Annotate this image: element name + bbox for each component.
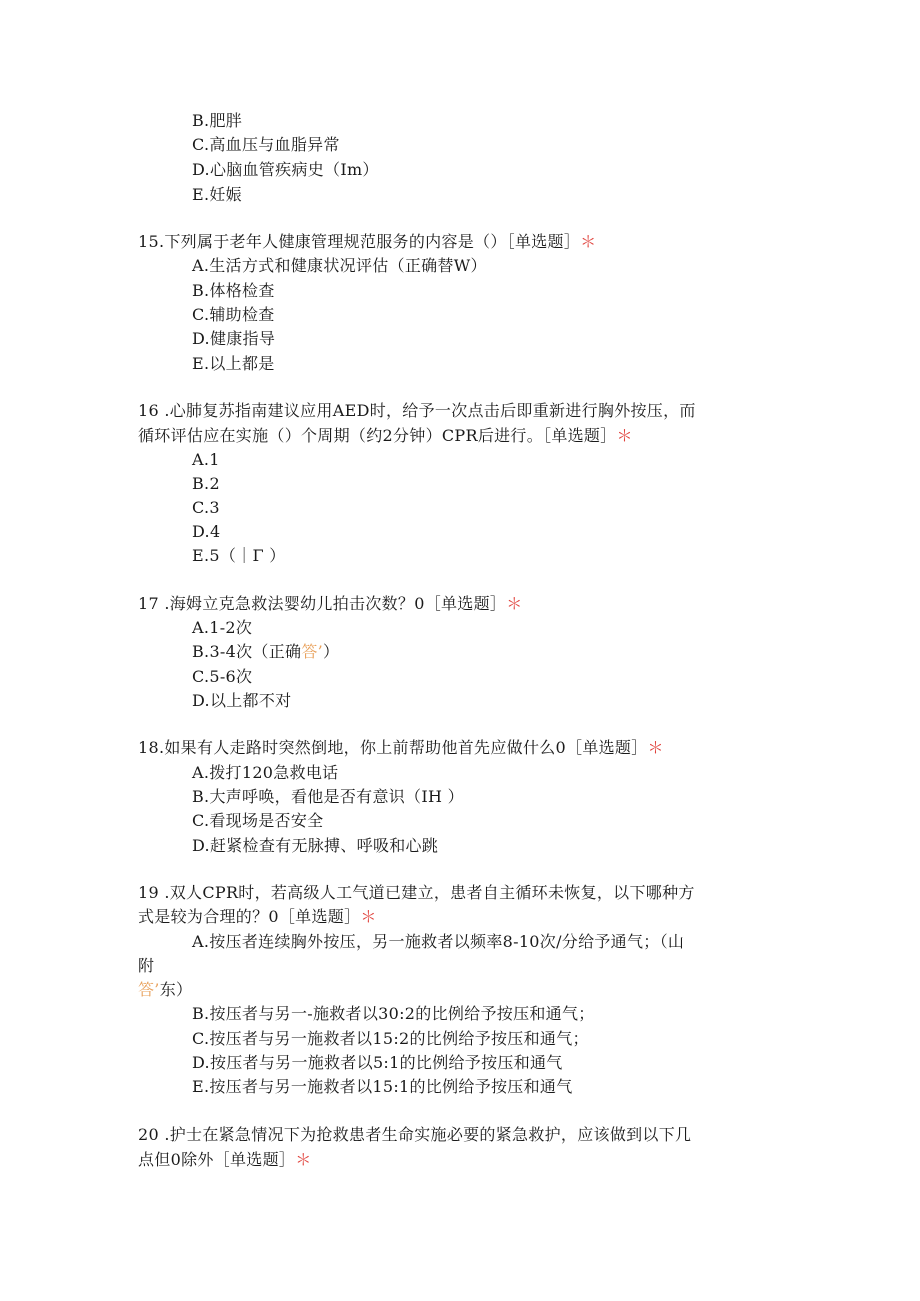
question-17-text: 17 .海姆立克急救法婴幼儿拍击次数？0［单选题］ (138, 594, 507, 613)
q19-option-a-cont2 (138, 979, 192, 1001)
q14-option-e[interactable]: E.妊娠 (192, 185, 242, 204)
q18-option-d[interactable]: D.赶紧检查有无脉搏、呼吸和心跳 (192, 836, 439, 855)
required-star: ＊ (647, 738, 664, 757)
question-20-stem-line1: 20 .护士在紧急情况下为抢救患者生命实施必要的紧急救护，应该做到以下几 (138, 1125, 692, 1144)
q15-option-b[interactable]: B.体格检查 (192, 281, 275, 300)
question-19-stem-line1: 19 .双人CPR时，若高级人工气道已建立，患者自主循环未恢复，以下哪种方 (138, 883, 695, 902)
q16-option-a[interactable]: A.1 (192, 450, 220, 469)
q15-option-d[interactable]: D.健康指导 (192, 329, 276, 348)
q17-option-a[interactable]: A.1-2次 (192, 618, 253, 637)
q19-option-b[interactable]: B.按压者与另一-施救者以30:2的比例给予按压和通气； (192, 1004, 595, 1023)
question-20-text: 点但0除外［单选题］ (138, 1150, 296, 1169)
question-19-stem-line2 (138, 906, 377, 928)
q19-option-c[interactable]: C.按压者与另一施救者以15:2的比例给予按压和通气； (192, 1029, 589, 1048)
q16-option-e[interactable]: E.5（｜Γ ） (192, 546, 286, 565)
q17-option-b[interactable] (192, 641, 339, 663)
q17-option-b-suffix: ） (323, 642, 340, 661)
q17-option-b-text: B.3-4次（正确 (192, 642, 302, 661)
q18-option-a[interactable]: A.拨打120急救电话 (192, 763, 339, 782)
question-16-text: 循环评估应在实施（）个周期（约2分钟）CPR后进行。［单选题］ (138, 426, 617, 445)
question-16-stem-line1: 16 .心肺复苏指南建议应用AED时，给予一次点击后即重新进行胸外按压，而 (138, 401, 696, 420)
required-star: ＊ (295, 1150, 312, 1169)
q17-option-c[interactable]: C.5-6次 (192, 667, 253, 686)
question-18-stem (138, 737, 664, 759)
question-17-stem (138, 593, 523, 615)
q14-option-b[interactable]: B.肥胖 (192, 111, 243, 130)
question-20-stem-line2 (138, 1149, 312, 1171)
q19-option-e[interactable]: E.按压者与另一施救者以15:1的比例给予按压和通气 (192, 1077, 573, 1096)
q18-option-b[interactable]: B.大声呼唤，看他是否有意识（IH ） (192, 787, 464, 806)
required-star: ＊ (580, 232, 597, 251)
q18-option-c[interactable]: C.看现场是否安全 (192, 811, 324, 830)
q14-option-c[interactable]: C.高血压与血脂异常 (192, 135, 340, 154)
required-star: ＊ (506, 594, 523, 613)
q19-option-a-suffix: 东） (159, 980, 193, 999)
question-15-stem (138, 231, 596, 253)
q16-option-b[interactable]: B.2 (192, 474, 220, 493)
q16-option-c[interactable]: C.3 (192, 498, 220, 517)
question-16-stem-line2 (138, 425, 633, 447)
answer-mark: 答’ (138, 980, 160, 999)
q15-option-c[interactable]: C.辅助检查 (192, 305, 275, 324)
q17-option-d[interactable]: D.以上都不对 (192, 691, 292, 710)
q16-option-d[interactable]: D.4 (192, 522, 221, 541)
required-star: ＊ (360, 907, 377, 926)
q19-option-d[interactable]: D.按压者与另一施救者以5:1的比例给予按压和通气 (192, 1053, 563, 1072)
q14-option-d[interactable]: D.心脑血管疾病史（Im） (192, 160, 379, 179)
question-19-text: 式是较为合理的？0［单选题］ (138, 907, 361, 926)
q15-option-a[interactable]: A.生活方式和健康状况评估（正确替W） (192, 256, 487, 275)
q19-option-a[interactable]: A.按压者连续胸外按压，另一施救者以频率8-10次/分给予通气；（山 (192, 932, 685, 951)
required-star: ＊ (616, 426, 633, 445)
q19-option-a-cont: 附 (138, 956, 155, 975)
question-15-text: 15.下列属于老年人健康管理规范服务的内容是（）［单选题］ (138, 232, 581, 251)
answer-mark: 答’ (301, 642, 323, 661)
question-18-text: 18.如果有人走路时突然倒地，你上前帮助他首先应做什么0［单选题］ (138, 738, 648, 757)
q15-option-e[interactable]: E.以上都是 (192, 354, 275, 373)
